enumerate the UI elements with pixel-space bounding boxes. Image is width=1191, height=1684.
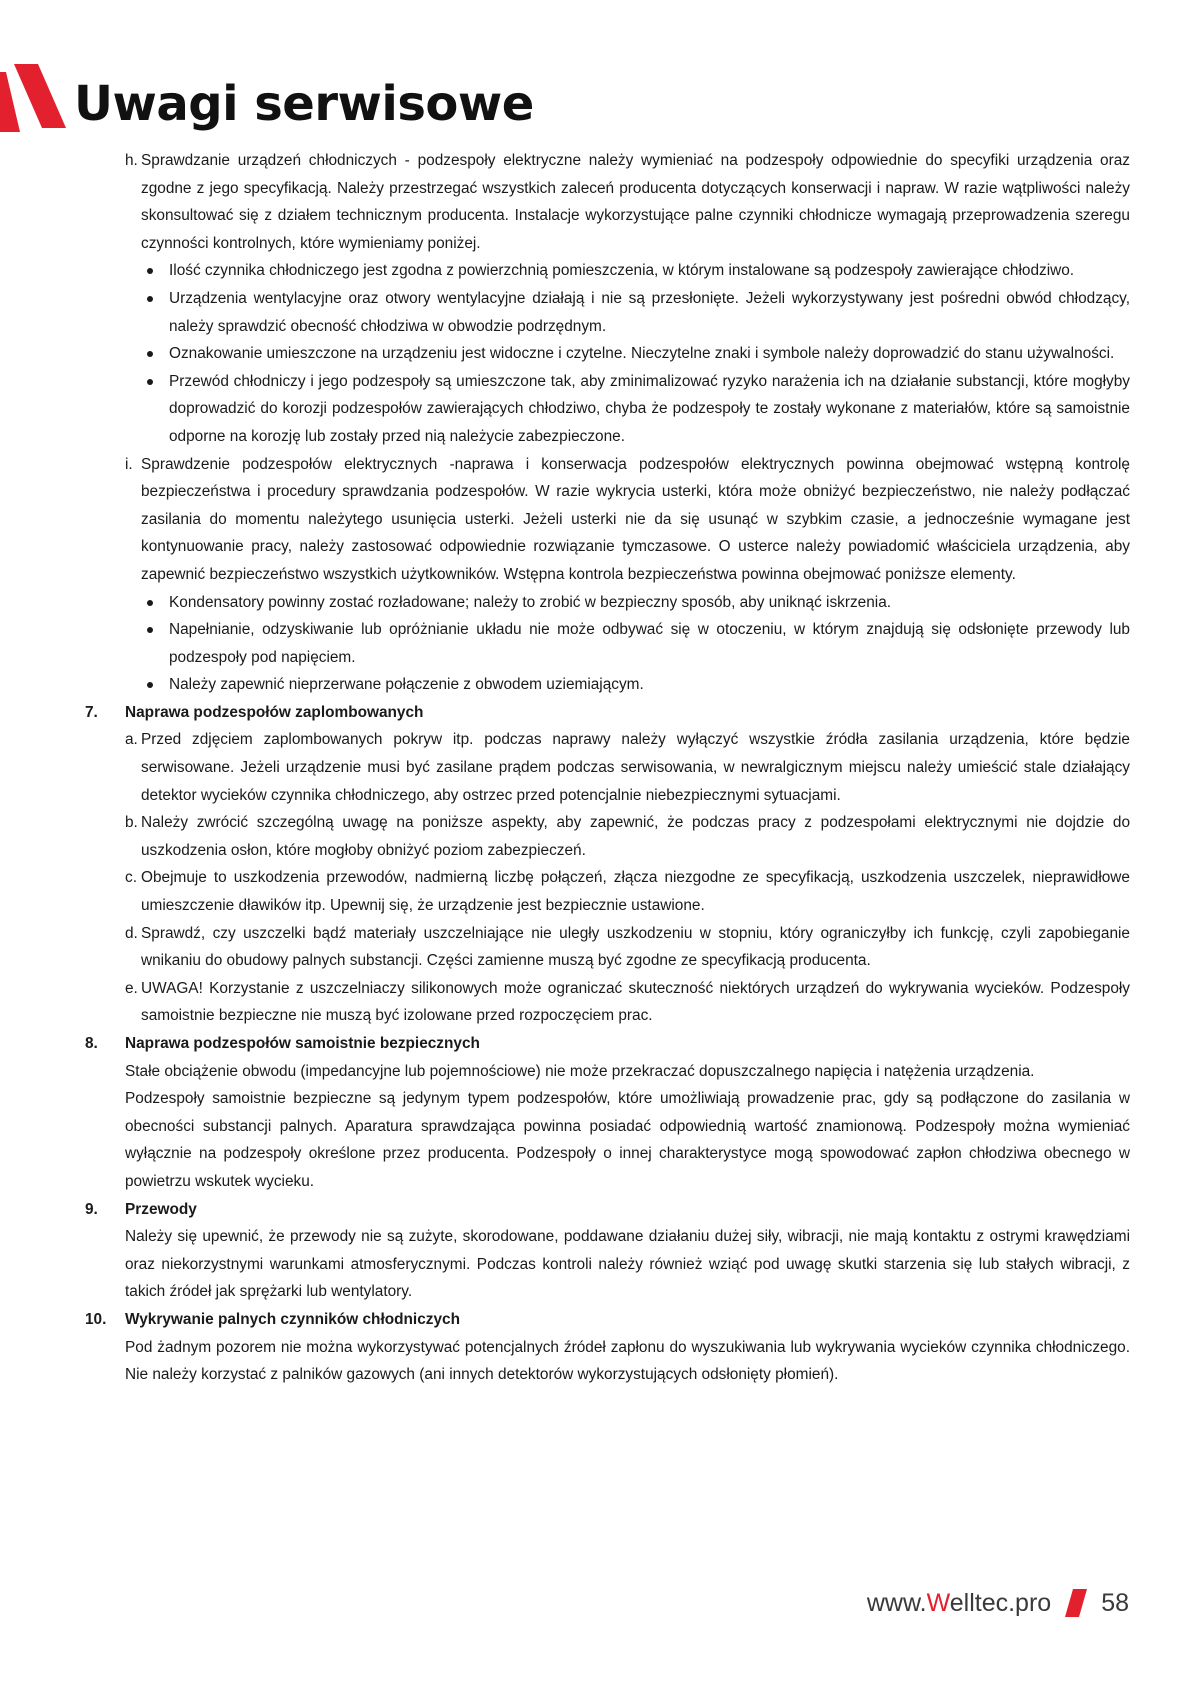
bullet-item: Kondensatory powinny zostać rozładowane; należy to zrobić w bezpieczny sposób, aby uniknąć iskrzenia. (141, 589, 1130, 617)
url-prefix: www. (866, 1588, 927, 1617)
section-number: 10. (85, 1310, 107, 1328)
document-body (85, 147, 1130, 1389)
bullet-item: Ilość czynnika chłodniczego jest zgodna z powierzchnią pomieszczenia, w którym instalowane są podzespoły zawierające chłodziwo. (141, 257, 1130, 285)
section-8-heading (85, 1030, 1130, 1058)
slash-icon (1065, 1589, 1087, 1617)
item-label: d. (125, 924, 138, 942)
section-title: Naprawa podzespołów zaplombowanych (125, 703, 424, 721)
item-label: a. (125, 731, 138, 749)
paragraph: Stałe obciążenie obwodu (impedancyjne lub pojemnościowe) nie może przekraczać dopuszczalnego napięcia i natężenia urządzenia. (125, 1062, 1035, 1080)
list-item-7b (125, 809, 1130, 864)
bullet-item: Przewód chłodniczy i jego podzespoły są umieszczone tak, aby zminimalizować ryzyko narażenia ich na działanie substancji, które mogłyby doprowadzić do korozji podzespołów zawierających chłodziwo, chyba że podzespoły te zostały wykonane z materiałów, które są samoistnie odporne na korozję lub zostały przed nią należycie zabezpieczone. (141, 368, 1130, 451)
list-item-7c (125, 864, 1130, 919)
section-title: Przewody (125, 1200, 197, 1218)
list-item-7e (125, 975, 1130, 1030)
item-label: e. (125, 979, 138, 997)
paragraph: Pod żadnym pozorem nie można wykorzystywać potencjalnych źródeł zapłonu do wyszukiwania lub wykrywania wycieków czynnika chłodniczego. Nie należy korzystać z palników gazowych (ani innych detektorów wykorzystujących odsłonięty płomień). (125, 1338, 1130, 1384)
list-item-h (125, 147, 1130, 257)
item-text: Obejmuje to uszkodzenia przewodów, nadmierną liczbę połączeń, złącza niezgodne ze specyfikacją, uszkodzenia uszczelek, nieprawidłowe umieszczenie dławików itp. Upewnij się, że urządzenie jest bezpiecznie ustawione. (141, 869, 1130, 915)
item-label: b. (125, 814, 138, 832)
item-text: UWAGA! Korzystanie z uszczelniaczy silikonowych może ograniczać skuteczność niektórych urządzeń do wykrywania wycieków. Podzespoły samoistnie bezpieczne nie muszą być izolowane przed rozpoczęciem prac. (141, 979, 1130, 1025)
bullet-item: Należy zapewnić nieprzerwane połączenie z obwodem uziemiającym. (141, 671, 1130, 699)
url-suffix: elltec.pro (949, 1588, 1052, 1617)
item-text: Sprawdzanie urządzeń chłodniczych - podzespoły elektryczne należy wymieniać na podzespoły odpowiednie do specyfiki urządzenia oraz zgodne z jego specyfikacją. Należy przestrzegać wszystkich zaleceń producenta dotyczących konserwacji i napraw. W razie wątpliwości należy skonsultować się z działem technicznym producenta. Instalacje wykorzystujące palne czynniki chłodnicze wymagają przeprowadzenia szeregu czynności kontrolnych, które wymieniamy poniżej. (141, 152, 1130, 252)
section-number: 8. (85, 1035, 98, 1052)
bullet-item: Urządzenia wentylacyjne oraz otwory wentylacyjne działają i nie są przesłonięte. Jeżeli wykorzystywany jest pośredni obwód chłodzący, należy sprawdzić obecność chłodziwa w obwodzie podrzędnym. (141, 285, 1130, 340)
page-title: Uwagi serwisowe (74, 76, 534, 132)
list-item-7a (125, 726, 1130, 809)
list-item-i (125, 451, 1130, 589)
item-text: Należy zwrócić szczególną uwagę na poniższe aspekty, aby zapewnić, że podczas pracy z podzespołami elektrycznymi nie dojdzie do uszkodzenia osłon, które mogłoby obniżyć poziom zabezpieczeń. (141, 814, 1130, 859)
paragraph: Podzespoły samoistnie bezpieczne są jedynym typem podzespołów, które umożliwiają prowadzenie prac, gdy są podłączone do zasilania w obecności substancji palnych. Aparatura sprawdzająca powinna posiadać odpowiednią wartość znamionową. Podzespoły można wymieniać wyłącznie na podzespoły określone przez producenta. Podzespoły o innej charakterystyce mogą spowodować zapłon chłodziwa obecnego w powietrzu wskutek wycieku. (125, 1090, 1130, 1190)
item-text: Sprawdź, czy uszczelki bądź materiały uszczelniające nie uległy uszkodzeniu w stopniu, który ograniczyłby ich funkcję, czyli zapobieganie wnikaniu do obudowy palnych substancji. Części zamienne muszą być zgodne ze specyfikacją producenta. (141, 924, 1130, 970)
bullet-list-h (85, 257, 1130, 450)
section-number: 9. (85, 1200, 98, 1218)
section-number: 7. (85, 703, 98, 721)
item-text: Przed zdjęciem zaplombowanych pokryw itp. podczas naprawy należy wyłączyć wszystkie źródła zasilania urządzenia, które będzie serwisowane. Jeżeli urządzenie musi być zasilane prądem podczas serwisowania, w newralgicznym miejscu należy umieścić stale działający detektor wycieków czynnika chłodniczego, aby ostrzec przed potencjalnie niebezpiecznymi sytuacjami. (141, 731, 1130, 804)
paragraph: Należy się upewnić, że przewody nie są zużyte, skorodowane, poddawane działaniu dużej siły, wibracji, nie mają kontaktu z ostrymi krawędziami oraz niekorzystnymi warunkami atmosferycznymi. Podczas kontroli należy również wziąć pod uwagę skutki starzenia się lub stałych wibracji, z takich źródeł jak sprężarki lub wentylatory. (125, 1228, 1130, 1301)
url-accent-letter: W (926, 1588, 950, 1617)
section-7-heading (85, 699, 1130, 727)
bullet-list-i (85, 589, 1130, 699)
item-label: i. (125, 455, 133, 473)
item-text: Sprawdzenie podzespołów elektrycznych -naprawa i konserwacja podzespołów elektrycznych powinna obejmować wstępną kontrolę bezpieczeństwa i procedury sprawdzania podzespołów. W razie wykrycia usterki, która może obniżyć bezpieczeństwo, nie należy podłączać zasilania do momentu należytego usunięcia usterki. Jeżeli usterki nie da się usunąć w szybkim czasie, a jednocześnie wymagane jest kontynuowanie pracy, należy zastosować odpowiednie rozwiązanie tymczasowe. O usterce należy powiadomić właściciela urządzenia, aby zapewnić bezpieczeństwo wszystkich użytkowników. Wstępna kontrola bezpieczeństwa powinna obejmować poniższe elementy. (141, 455, 1130, 583)
item-label: h. (125, 152, 138, 169)
brand-logo-mark (0, 64, 80, 140)
page-number: 58 (1101, 1588, 1129, 1617)
section-title: Naprawa podzespołów samoistnie bezpiecznych (125, 1035, 480, 1052)
website-url[interactable] (867, 1589, 1051, 1618)
list-item-7d (125, 920, 1130, 975)
bullet-item: Napełnianie, odzyskiwanie lub opróżnianie układu nie może odbywać się w otoczeniu, w którym znajdują się odsłonięte przewody lub podzespoły pod napięciem. (141, 616, 1130, 671)
bullet-item: Oznakowanie umieszczone na urządzeniu jest widoczne i czytelne. Nieczytelne znaki i symbole należy doprowadzić do stanu używalności. (141, 340, 1130, 368)
item-label: c. (125, 869, 137, 887)
section-title: Wykrywanie palnych czynników chłodniczych (125, 1310, 460, 1328)
section-10-heading (85, 1306, 1130, 1334)
page-footer (867, 1583, 1129, 1623)
section-9-heading (85, 1196, 1130, 1224)
